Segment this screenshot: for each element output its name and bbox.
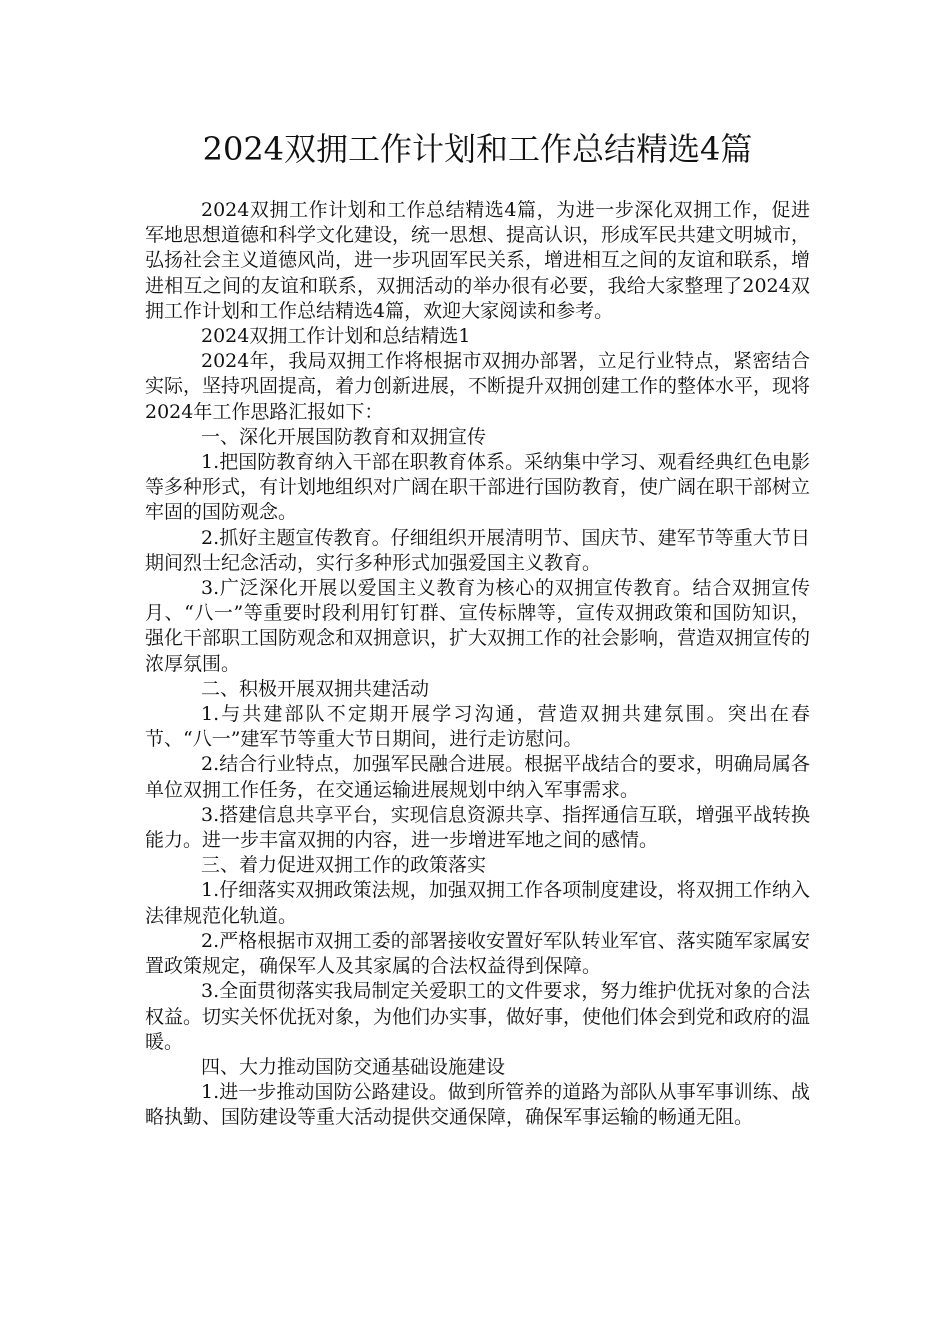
section-subtitle: 2024双拥工作计划和总结精选1 (201, 325, 471, 348)
section-heading-4: 四、大力推动国防交通基础设施建设 (201, 1055, 506, 1078)
section-heading-3: 三、着力促进双拥工作的政策落实 (201, 854, 487, 877)
body-paragraph: 3.广泛深化开展以爱国主义教育为核心的双拥宣传教育。结合双拥宣传月、“八一”等重要时段利用钉钉群、宣传标牌等，宣传双拥政策和国防知识，强化干部职工国防观念和双拥意识，扩大双拥工作的社会影响，营造双拥宣传的浓厚氛围。 (145, 577, 811, 675)
intro-paragraph: 2024双拥工作计划和工作总结精选4篇，为进一步深化双拥工作，促进军地思想道德和科学文化建设，统一思想、提高认识，形成军民共建文明城市，弘扬社会主义道德风尚，进一步巩固军民关系，增进相互之间的友谊和联系，增进相互之间的友谊和联系，双拥活动的举办很有必要，我给大家整理了2024双拥工作计划和工作总结精选4篇，欢迎大家阅读和参考。 (145, 199, 811, 322)
body-paragraph: 3.搭建信息共享平台，实现信息资源共享、指挥通信互联，增强平战转换能力。进一步丰富双拥的内容，进一步增进军地之间的感情。 (145, 803, 810, 852)
body-paragraph: 3.全面贯彻落实我局制定关爱职工的文件要求，努力维护优抚对象的合法权益。切实关怀优抚对象，为他们办实事，做好事，使他们体会到党和政府的温暖。 (145, 980, 811, 1053)
body-paragraph: 1.仔细落实双拥政策法规，加强双拥工作各项制度建设，将双拥工作纳入法律规范化轨道。 (145, 879, 810, 927)
document-title: 2024双拥工作计划和工作总结精选4篇 (202, 130, 753, 168)
body-paragraph: 2.严格根据市双拥工委的部署接收安置好军队转业军官、落实随军家属安置政策规定，确保军人及其家属的合法权益得到保障。 (145, 929, 810, 978)
section-heading-2: 二、积极开展双拥共建活动 (201, 677, 430, 700)
body-paragraph: 1.把国防教育纳入干部在职教育体系。采纳集中学习、观看经典红色电影等多种形式，有计划地组织对广阔在职干部进行国防教育，使广阔在职干部树立牢固的国防观念。 (145, 451, 811, 524)
body-paragraph: 1.与共建部队不定期开展学习沟通，营造双拥共建氛围。突出在春节、“八一”建军节等重大节日期间，进行走访慰问。 (145, 703, 810, 751)
body-paragraph: 2.抓好主题宣传教育。仔细组织开展清明节、国庆节、建军节等重大节日期间烈士纪念活动，实行多种形式加强爱国主义教育。 (145, 526, 810, 574)
body-paragraph: 1.进一步推动国防公路建设。做到所管养的道路为部队从事军事训练、战略执勤、国防建设等重大活动提供交通保障，确保军事运输的畅通无阻。 (145, 1081, 810, 1129)
body-paragraph: 2.结合行业特点，加强军民融合进展。根据平战结合的要求，明确局属各单位双拥工作任务，在交通运输进展规划中纳入军事需求。 (145, 753, 810, 801)
document-body (145, 198, 810, 1131)
overview-paragraph: 2024年，我局双拥工作将根据市双拥办部署，立足行业特点，紧密结合实际，坚持巩固提高，着力创新进展，不断提升双拥创建工作的整体水平，现将2024年工作思路汇报如下： (145, 350, 811, 423)
section-heading-1: 一、深化开展国防教育和双拥宣传 (201, 425, 487, 448)
